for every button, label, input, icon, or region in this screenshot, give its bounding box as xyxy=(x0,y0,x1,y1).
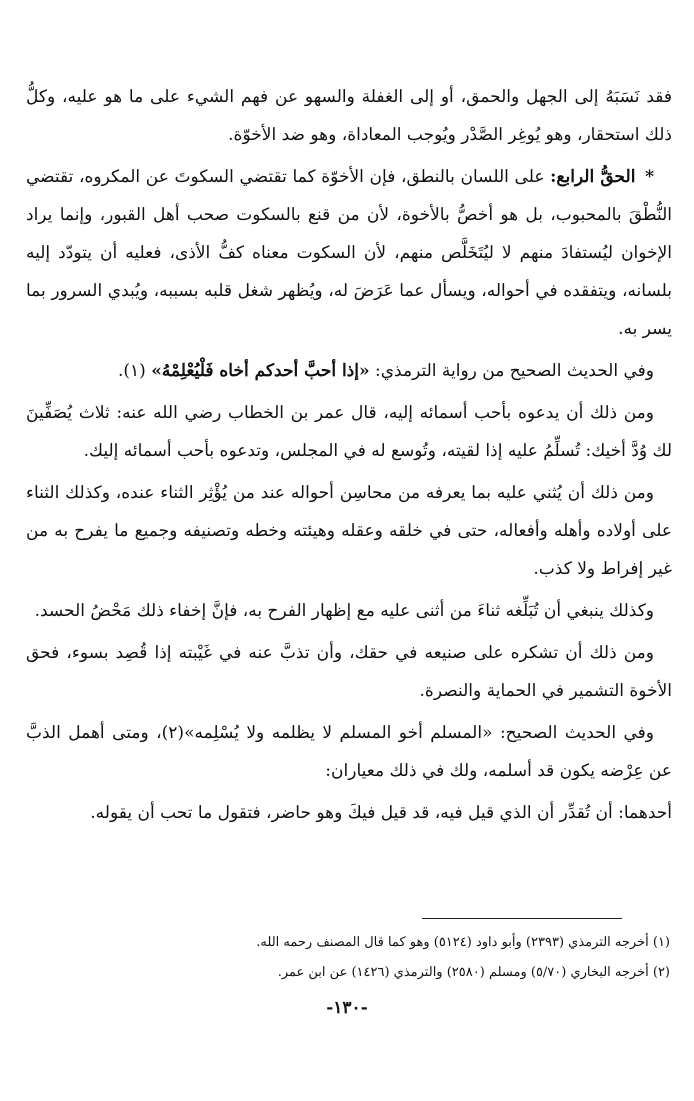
hadith-quote-1: «إذا أحبَّ أحدكم أخاه فَلْيُعْلِمْهُ» xyxy=(151,361,370,381)
paragraph-6-text: وكذلك ينبغي أن تُبَلِّغه ثناءَ من أثنى عليه مع إظهار الفرح به، فإنَّ إخفاء ذلك مَحْضُ الحسد. xyxy=(34,601,654,621)
paragraph-5-text: ومن ذلك أن يُثني عليه بما يعرفه من محاسِن أحواله عند من يُؤْثِر الثناء عنده، وكذلك الثناء على أولاده وأهله وأفعاله، حتى في خلقه وعقله وهيئته وخطه وتصنيفه وجميع ما يفرح به من غير إفراط ولا كذب. xyxy=(26,483,673,579)
paragraph-4 xyxy=(26,394,672,470)
paragraph-8-text: وفي الحديث الصحيح: xyxy=(499,723,654,743)
paragraph-9-text: أحدهما: أن تُقدِّر أن الذي قيل فيه، قد قيل فيكَ وهو حاضر، فتقول ما تحب أن يقوله. xyxy=(90,803,672,823)
paragraph-2-text: على اللسان بالنطق، فإن الأخوّة كما تقتضي السكوتَ عن المكروه، تقتضي النُّطْقَ بالمحبوب، بل هو أخصُّ بالأخوة، لأن من قنع بالسكوت صحب أهل القبور، وإنما يراد الإخوان ليُستفادَ منهم لا ليُتَخَلَّص منهم، لأن السكوت معناه كفُّ الأذى، فعليه أن يتودّد إليه بلسانه، ويتفقده في أحواله، ويسأل عما عَرَضَ له، ويُظهر شغل قلبه بسببه، ويُبدي السرور بما يسر به. xyxy=(26,167,672,339)
paragraph-1 xyxy=(26,78,672,154)
paragraph-3 xyxy=(26,352,672,390)
asterisk-marker: * xyxy=(645,167,654,187)
page-number: -١٣٠- xyxy=(326,998,368,1018)
paragraph-8 xyxy=(26,714,672,790)
section-heading: الحقُّ الرابع: xyxy=(550,167,636,187)
footnote-2: (٢) أخرجه البخاري (٥/٧٠) ومسلم (٢٥٨٠) والترمذي (١٤٢٦) عن ابن عمر. xyxy=(277,965,670,980)
footnote-separator xyxy=(422,918,622,919)
footnote-ref-2: (٢) xyxy=(161,723,185,743)
footnote-1: (١) أخرجه الترمذي (٢٣٩٣) وأبو داود (٥١٢٤) وهو كما قال المصنف رحمه الله. xyxy=(256,935,670,950)
paragraph-2 xyxy=(26,158,672,348)
footnote-ref-1: (١). xyxy=(117,361,146,381)
paragraph-5 xyxy=(26,474,672,588)
paragraph-3-text: وفي الحديث الصحيح من رواية الترمذي: xyxy=(375,361,654,381)
paragraph-4-text: ومن ذلك أن يدعوه بأحب أسمائه إليه، قال عمر بن الخطاب رضي الله عنه: ثلاث يُصَفِّينَ لك وُدَّ أخيك: تُسلِّمُ عليه إذا لقيته، وتُوسع له في المجلس، وتدعوه بأحب أسمائه إليك. xyxy=(26,403,672,461)
paragraph-6 xyxy=(26,592,672,630)
main-text xyxy=(26,78,672,836)
paragraph-1-text: فقد نَسَبَهُ إلى الجهل والحمق، أو إلى الغفلة والسهو عن فهم الشيء على ما هو عليه، وكلُّ ذلك استحقار، وهو يُوغِر الصَّدْر ويُوجب المعاداة، وهو ضد الأخوّة. xyxy=(26,87,672,145)
paragraph-7 xyxy=(26,634,672,710)
hadith-quote-2: «المسلم أخو المسلم لا يظلمه ولا يُسْلِمه» xyxy=(184,723,493,743)
paragraph-9 xyxy=(26,794,672,832)
paragraph-8-rest: ، ومتى أهمل الذبَّ عن عِرْضه يكون قد أسلمه، ولك في ذلك معياران: xyxy=(26,723,672,781)
footnotes xyxy=(40,928,670,988)
paragraph-7-text: ومن ذلك أن تشكره على صنيعه في حقك، وأن تذبَّ عنه في غَيْبته إذا قُصِد بسوء، فحق الأخوة التشمير في الحماية والنصرة. xyxy=(26,643,672,701)
